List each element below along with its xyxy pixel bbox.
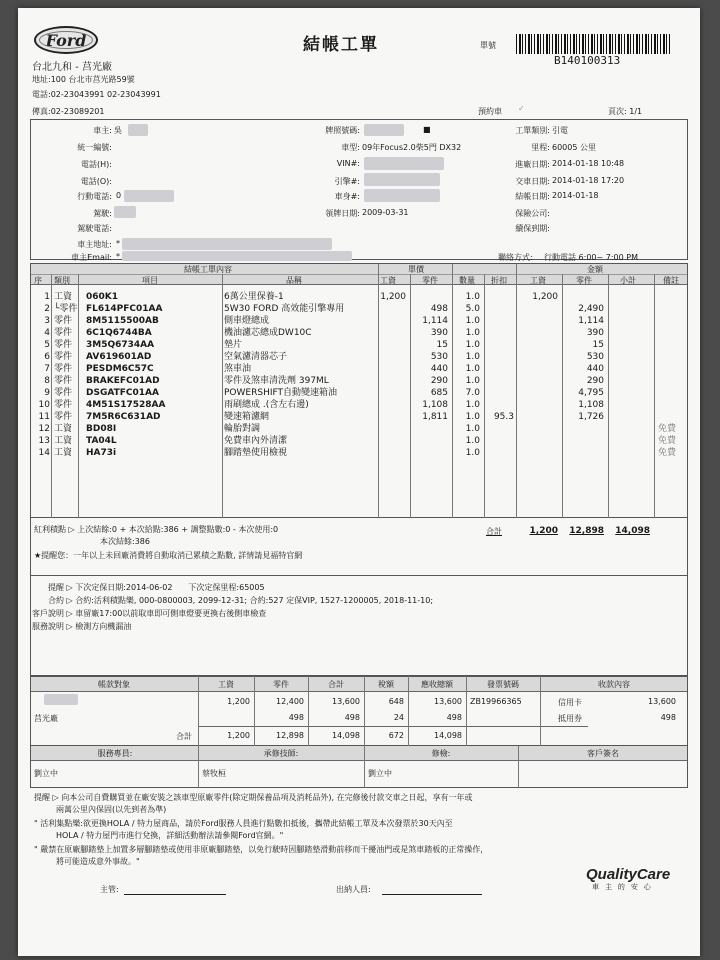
insurance-label: 保險公司: <box>515 209 550 218</box>
owner-label: 車主: <box>93 126 112 135</box>
cell-qty: 1.0 <box>465 436 480 446</box>
engine-label: 引擎#: <box>334 177 360 186</box>
billing-cell-part: 498 <box>288 713 304 722</box>
close-date-value: 2014-01-18 <box>552 191 599 200</box>
manager-label: 主管: <box>100 885 119 894</box>
table-row <box>18 411 700 423</box>
renew-label: 續保到期: <box>515 224 550 233</box>
billing-cell-sum: 13,600 <box>332 697 360 706</box>
cell-apart: 1,726 <box>578 412 604 422</box>
cell-part: 390 <box>430 328 448 338</box>
billing-col-invoice: 發票號碼 <box>487 680 519 689</box>
reserved-label: 預約車 <box>478 107 502 116</box>
billing-col-part: 零件 <box>273 680 289 689</box>
cell-part: 685 <box>430 388 448 398</box>
cell-type: 零件 <box>54 340 73 350</box>
ticket-label: 單號 <box>480 41 496 50</box>
table-row <box>18 339 700 351</box>
cell-name: 5W30 FORD 高效能引擎專用 <box>224 304 345 314</box>
branch-name: 台北九和 - 莒光廠 <box>32 62 112 73</box>
cell-name: 變速箱濾網 <box>224 412 270 422</box>
cell-part: 530 <box>430 352 448 362</box>
billing-cell-tax: 648 <box>388 697 404 706</box>
cell-name: 6萬公里保養-1 <box>224 292 284 302</box>
owner-email-label: 車主Email: <box>71 253 112 262</box>
items-total-label: 合計 <box>486 527 502 536</box>
driver-label: 駕駛: <box>93 209 112 218</box>
billing-cell-part: 12,400 <box>276 697 304 706</box>
table-row <box>18 327 700 339</box>
ticket-number: B140100313 <box>554 54 621 67</box>
billing-col-sum: 合計 <box>328 680 344 689</box>
next-service-reminder: 提醒 ▷ 下次定保日期:2014-06-02 下次定保里程:65005 <box>48 583 265 592</box>
technician-label: 承修技師: <box>263 749 299 758</box>
cell-awage: 1,200 <box>532 292 558 302</box>
col-type: 類別 <box>54 276 70 285</box>
mileage-value: 60005 公里 <box>552 143 596 152</box>
cell-apart: 1,114 <box>578 316 604 326</box>
advisor-label: 服務專員: <box>97 749 133 758</box>
cell-name: 空氣濾清器芯子 <box>224 352 288 362</box>
cell-code: 060K1 <box>86 292 119 302</box>
billing-total-wage: 1,200 <box>227 731 250 740</box>
billing-cell-due: 498 <box>446 713 462 722</box>
cell-code: 6C1Q6744BA <box>86 328 152 338</box>
cell-name: 側車燈總成 <box>224 316 270 326</box>
table-row <box>18 291 700 303</box>
customer-sign-label: 客戶簽名 <box>587 749 619 758</box>
cell-code: HA73i <box>86 448 117 458</box>
billing-cell-invoice: ZB19966365 <box>470 697 522 706</box>
billing-cell-method: 信用卡 <box>558 698 582 707</box>
plate-mark: ■ <box>423 125 431 134</box>
cell-qty: 1.0 <box>465 400 480 410</box>
cell-no: 13 <box>38 436 50 446</box>
cell-apart: 15 <box>592 340 604 350</box>
mobile-value: 0 <box>116 191 122 200</box>
cell-no: 14 <box>38 448 50 458</box>
cell-type: 零件 <box>54 328 73 338</box>
billing-total-label: 合計 <box>176 732 192 741</box>
branch-phone: 電話:02-23043991 02-23043991 <box>32 90 161 99</box>
vin-label: VIN#: <box>336 159 360 168</box>
redacted-driver <box>114 206 136 218</box>
col-seq: 序 <box>34 276 42 285</box>
items-rows <box>18 291 700 506</box>
model-value: 09年Focus2.0柴5門 DX32 <box>362 143 462 152</box>
owner-address-value: * <box>116 239 120 248</box>
cell-name: 機油濾芯總成DW10C <box>224 328 312 338</box>
cell-note: 免費 <box>658 424 677 434</box>
cell-part: 1,108 <box>422 400 448 410</box>
cell-no: 4 <box>44 328 50 338</box>
body-label: 車身#: <box>334 192 360 201</box>
cell-type: 工資 <box>54 292 73 302</box>
col-wage: 工資 <box>380 276 396 285</box>
cell-qty: 1.0 <box>465 328 480 338</box>
cell-type: 工資 <box>54 436 73 446</box>
page-number: 頁次: 1/1 <box>608 107 643 116</box>
phone-h-label: 電話(H): <box>81 160 112 169</box>
billing-col-due: 應收總額 <box>421 680 453 689</box>
cell-code: AV619601AD <box>86 352 152 362</box>
redacted-plate <box>364 124 404 136</box>
table-row <box>18 303 700 315</box>
points-redeem-note-2: HOLA / 特力屋門市進行兌換，詳細活動辦法請參閱Ford官網。" <box>56 831 284 840</box>
close-date-label: 結帳日期: <box>515 192 550 201</box>
in-date-value: 2014-01-18 10:48 <box>552 159 625 168</box>
mileage-label: 里程: <box>531 143 550 152</box>
billing-cell-due: 13,600 <box>434 697 462 706</box>
table-row <box>18 447 700 459</box>
cell-part: 440 <box>430 364 448 374</box>
cell-name: 輪胎對調 <box>224 424 261 434</box>
cell-part: 290 <box>430 376 448 386</box>
billing-cell-method: 抵用券 <box>558 714 582 723</box>
cell-qty: 1.0 <box>465 364 480 374</box>
driver-phone-label: 駕駛電話: <box>77 224 112 233</box>
contract-info: 合約 ▷ 合約:活利積點樂, 000-0800003, 2099-12-31; 合約:527 定保VIP, 1527-1200005, 2018-11-10; <box>48 596 434 605</box>
cell-apart: 530 <box>586 352 604 362</box>
cell-type: 零件 <box>54 316 73 326</box>
table-row <box>18 315 700 327</box>
billing-cell-amount: 13,600 <box>648 697 676 706</box>
cell-note: 免費 <box>658 436 677 446</box>
floor-mat-warning-2: 將可能造成意外事故。" <box>56 857 140 866</box>
table-row <box>18 435 700 447</box>
cell-type: 零件 <box>54 412 73 422</box>
cell-type: 零件 <box>54 400 73 410</box>
billing-cell-wage: 1,200 <box>227 697 250 706</box>
issue-date-label: 領牌日期: <box>325 209 360 218</box>
items-total-part: 12,898 <box>569 526 604 536</box>
points-line: 紅利積點 ▷ 上次結餘:0 + 本次給點:386 + 調整點數:0 - 本次使用:0 <box>34 525 279 534</box>
table-row <box>18 423 700 435</box>
cell-qty: 1.0 <box>465 424 480 434</box>
redacted-email <box>122 251 352 261</box>
redacted-mobile <box>124 190 174 202</box>
billing-total-sum: 14,098 <box>332 731 360 740</box>
mobile-label: 行動電話: <box>77 192 112 201</box>
deliver-date-label: 交車日期: <box>515 177 550 186</box>
cell-part: 15 <box>436 340 448 350</box>
redacted-billing-who <box>44 694 78 705</box>
phone-o-label: 電話(O): <box>80 177 112 186</box>
redacted-body <box>364 189 440 202</box>
redacted-vin <box>364 157 444 170</box>
invoice-paper <box>18 8 700 956</box>
cell-no: 8 <box>44 376 50 386</box>
table-row <box>18 363 700 375</box>
cell-name: 零件及煞車清洗劑 397ML <box>224 376 329 386</box>
cell-no: 3 <box>44 316 50 326</box>
warranty-note: 提醒 ▷ 向本公司自費購買並在廠安裝之該車型原廠零件(除定期保養品項及消耗品外), 在完修後付款交車之日起，享有一年或 <box>34 793 473 802</box>
inspector-label: 修檢: <box>431 749 451 758</box>
cell-code: BRAKEFC01AD <box>86 376 160 386</box>
worktype-value: 引電 <box>552 126 568 135</box>
billing-cell-who: 莒光廠 <box>34 714 58 723</box>
cell-no: 12 <box>38 424 50 434</box>
billing-col-who: 帳款對象 <box>98 680 130 689</box>
cell-code: DSGATFC01AA <box>86 388 159 398</box>
cell-apart: 2,490 <box>578 304 604 314</box>
cell-type: 零件 <box>54 352 73 362</box>
col-qty: 數量 <box>459 276 475 285</box>
billing-cell-tax: 24 <box>393 713 404 722</box>
cell-part: 1,811 <box>422 412 448 422</box>
cell-type: 零件 <box>54 364 73 374</box>
cell-no: 11 <box>38 412 50 422</box>
billing-total-part: 12,898 <box>276 731 304 740</box>
advisor-name: 劉立中 <box>34 769 58 778</box>
floor-mat-warning: " 嚴禁在原廠腳踏墊上加置多層腳踏墊或使用非原廠腳踏墊，以免行駛時因腳踏墊滑動前移而干擾油門或是煞車踏板的正常操作， <box>34 845 489 854</box>
table-row <box>18 351 700 363</box>
table-row <box>18 375 700 387</box>
owner-value: 吳 <box>114 126 122 135</box>
cell-qty: 1.0 <box>465 448 480 458</box>
cell-no: 6 <box>44 352 50 362</box>
col-note: 備註 <box>663 276 679 285</box>
cell-code: PESDM6C57C <box>86 364 154 374</box>
branch-address: 地址:100 台北市莒光路59號 <box>32 75 135 84</box>
redacted-owner <box>128 124 148 136</box>
items-total-wage: 1,200 <box>529 526 558 536</box>
cell-apart: 390 <box>586 328 604 338</box>
cashier-label: 出納人員: <box>336 885 371 894</box>
billing-col-method: 收款內容 <box>598 680 630 689</box>
cell-no: 7 <box>44 364 50 374</box>
cell-qty: 1.0 <box>465 292 480 302</box>
cell-type: └零件 <box>54 304 78 314</box>
points-redeem-note: " 活利集點樂:欲更換HOLA / 特力屋商品，請於Ford服務人員進行點數扣抵後，攜帶此結帳工單及本次發票於30天內至 <box>34 819 453 828</box>
cell-name: 墊片 <box>224 340 243 350</box>
cashier-signature-line <box>382 894 482 895</box>
cell-type: 零件 <box>54 376 73 386</box>
billing-col-wage: 工資 <box>218 680 234 689</box>
cell-qty: 1.0 <box>465 412 480 422</box>
cell-type: 工資 <box>54 448 73 458</box>
col-part: 零件 <box>422 276 438 285</box>
cell-qty: 7.0 <box>465 388 480 398</box>
col-item: 項目 <box>142 276 158 285</box>
billing-total-tax: 672 <box>388 731 404 740</box>
table-row <box>18 387 700 399</box>
cell-no: 2 <box>44 304 50 314</box>
unit-price-title: 單價 <box>408 265 424 274</box>
cell-code: BD08I <box>86 424 117 434</box>
cell-code: TA04L <box>86 436 117 446</box>
cell-part: 498 <box>430 304 448 314</box>
check-icon: ✓ <box>518 104 525 113</box>
billing-cell-sum: 498 <box>344 713 360 722</box>
billing-total-due: 14,098 <box>434 731 462 740</box>
in-date-label: 進廠日期: <box>515 160 550 169</box>
issue-date-value: 2009-03-31 <box>362 208 409 217</box>
cell-note: 免費 <box>658 448 677 458</box>
col-amount-part: 零件 <box>576 276 592 285</box>
cell-apart: 1,108 <box>578 400 604 410</box>
cell-apart: 440 <box>586 364 604 374</box>
branch-fax: 傳真:02-23089201 <box>32 107 105 116</box>
inspector-name: 劉立中 <box>368 769 392 778</box>
cell-part: 1,114 <box>422 316 448 326</box>
cell-code: 8M5115500AB <box>86 316 159 326</box>
cell-name: 雨刷總成 .(含左右邊) <box>224 400 309 410</box>
cell-name: 煞車油 <box>224 364 252 374</box>
cell-name: 腳踏墊使用檢視 <box>224 448 288 458</box>
deliver-date-value: 2014-01-18 17:20 <box>552 176 625 185</box>
barcode-image <box>516 34 672 54</box>
cell-name: POWERSHIFT自動變速箱油 <box>224 388 338 398</box>
cell-apart: 4,795 <box>578 388 604 398</box>
warranty-note-2: 兩萬公里內保固(以先到者為準) <box>56 805 167 814</box>
tax-id-label: 統一編號: <box>77 143 112 152</box>
billing-cell-amount: 498 <box>660 713 676 722</box>
worktype-label: 工單類別: <box>515 126 550 135</box>
contact-label: 聯絡方式: <box>498 253 533 262</box>
points-notice: ★提醒您：一年以上未回廠消費將自動取消已累積之點數, 詳情請見福特官網 <box>34 551 303 560</box>
technician-name: 蔡牧桓 <box>202 769 226 778</box>
col-disc: 折扣 <box>491 276 507 285</box>
redacted-engine <box>364 173 440 186</box>
model-label: 車型: <box>341 143 360 152</box>
col-amount-wage: 工資 <box>530 276 546 285</box>
cell-code: 4M51S17528AA <box>86 400 166 410</box>
cell-qty: 1.0 <box>465 376 480 386</box>
page-title: 結帳工單 <box>303 35 379 55</box>
cell-no: 9 <box>44 388 50 398</box>
quality-care-logo: QualityCare 車 主 的 安 心 <box>586 866 671 891</box>
service-remark: 服務說明 ▷ 檢測方向機漏油 <box>32 622 132 631</box>
cell-qty: 1.0 <box>465 340 480 350</box>
table-row <box>18 399 700 411</box>
cell-type: 工資 <box>54 424 73 434</box>
billing-col-tax: 稅額 <box>378 680 394 689</box>
amount-title: 金額 <box>587 265 603 274</box>
customer-remark: 客戶說明 ▷ 車留廠17:00以前取車即可側車燈要更換右後側車檢查 <box>32 609 267 618</box>
owner-email-value: * <box>116 252 120 261</box>
cell-type: 零件 <box>54 388 73 398</box>
items-total-sum: 14,098 <box>615 526 650 536</box>
section-title: 結帳工單內容 <box>184 265 232 274</box>
cell-name: 免費車內外清潔 <box>224 436 288 446</box>
cell-no: 10 <box>38 400 50 410</box>
cell-apart: 290 <box>586 376 604 386</box>
contact-value: 行動電話 6:00~ 7:00 PM <box>544 253 638 262</box>
redacted-address <box>122 238 332 250</box>
col-subtotal: 小計 <box>620 276 636 285</box>
cell-qty: 1.0 <box>465 352 480 362</box>
owner-address-label: 車主地址: <box>77 240 112 249</box>
cell-wage: 1,200 <box>380 292 406 302</box>
cell-no: 5 <box>44 340 50 350</box>
cell-no: 1 <box>44 292 50 302</box>
cell-code: FL614PFC01AA <box>86 304 163 314</box>
ford-logo: Ford <box>34 26 98 54</box>
plate-label: 牌照號碼: <box>325 126 360 135</box>
cell-qty: 5.0 <box>465 304 480 314</box>
cell-code: 3M5Q6734AA <box>86 340 155 350</box>
points-balance: 本次結餘:386 <box>100 537 150 546</box>
cell-qty: 1.0 <box>465 316 480 326</box>
cell-code: 7M5R6C631AD <box>86 412 161 422</box>
manager-signature-line <box>124 894 226 895</box>
col-name: 品稱 <box>286 276 302 285</box>
cell-disc: 95.3 <box>493 412 514 422</box>
